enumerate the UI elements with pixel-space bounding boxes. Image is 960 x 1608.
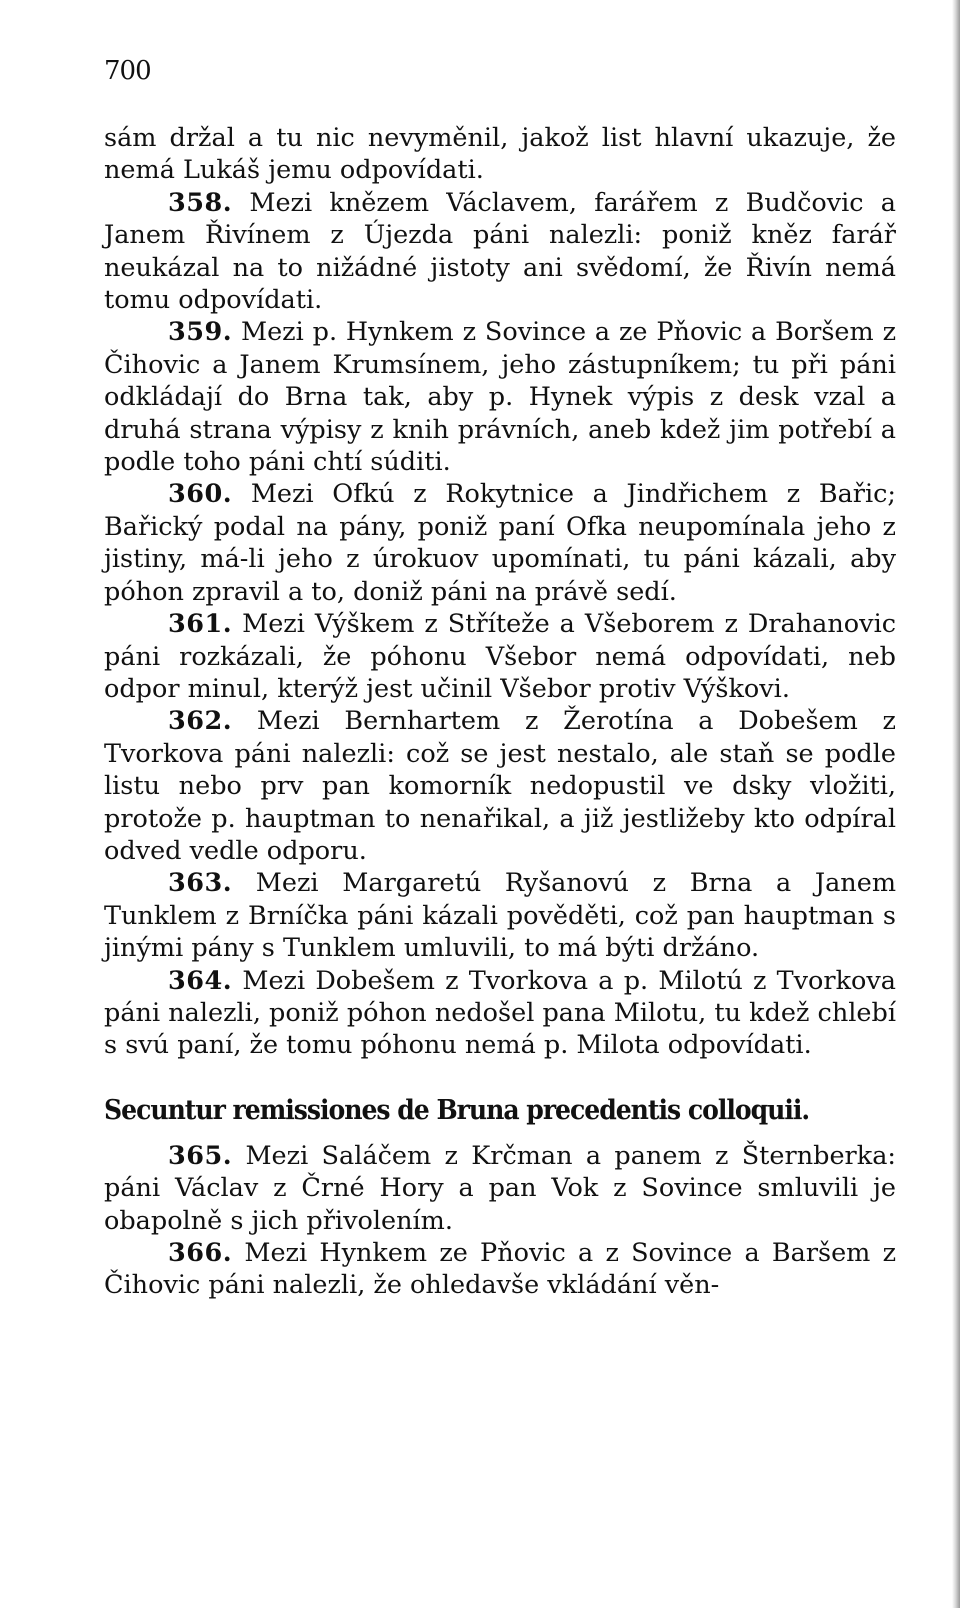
- entry-number: 363.: [168, 868, 233, 899]
- entry-number: 361.: [168, 609, 233, 640]
- entry-361: [104, 608, 896, 705]
- entry-text: Mezi Výškem z Stříteže a Všeborem z Drahanovic páni rozkázali, že póhonu Všebor nemá odpovídati, neb odpor minul, kterýž jest učinil Všebor protiv Výškovi.: [104, 609, 897, 704]
- page-number: 700: [104, 56, 151, 86]
- entry-number: 364.: [168, 965, 233, 996]
- entry-360: [104, 478, 896, 608]
- entry-text: Mezi knězem Václavem, farářem z Budčovic a Janem Řivínem z Újezda páni nalezli: poniž kněz farář neukázal na to nižádné jistoty ani svědomí, že Řivín nemá tomu odpovídati.: [104, 187, 896, 316]
- entry-363: [104, 867, 896, 964]
- entry-text: Mezi Hynkem ze Pňovic a z Sovince a Baršem z Čihovic páni nalezli, že ohledavše vkládání věn-: [104, 1238, 897, 1301]
- entry-number: 365.: [168, 1140, 233, 1171]
- entry-number: 360.: [168, 479, 233, 510]
- entry-365: [104, 1140, 896, 1237]
- entry-362: [104, 705, 896, 867]
- entry-358: [104, 187, 896, 317]
- entry-number: 359.: [168, 317, 233, 348]
- entry-364: [104, 965, 896, 1062]
- entry-359: [104, 316, 896, 478]
- entry-text: Mezi Dobešem z Tvorkova a p. Milotú z Tvorkova páni nalezli, poniž póhon nedošel pana Milotu, tu kdež chlebí s svú paní, že tomu póhonu nemá p. Milota odpovídati.: [104, 965, 897, 1061]
- opening-paragraph: sám držal a tu nic nevyměnil, jakož list hlavní ukazuje, že nemá Lukáš jemu odpovídati.: [104, 123, 896, 186]
- entry-number: 358.: [168, 187, 233, 218]
- entry-366: [104, 1237, 896, 1302]
- entry-text: Mezi Saláčem z Krčman a panem z Šternberka: páni Václav z Črné Hory a pan Vok z Sovince smluvili je obapolně s jich přivolením.: [104, 1140, 896, 1236]
- entry-text: Mezi Margaretú Ryšanovú z Brna a Janem Tunklem z Brníčka páni kázali pověděti, což pan hauptman s jinými pány s Tunklem umluvili, to má býti držáno.: [104, 868, 896, 964]
- section-heading: Secuntur remissiones de Bruna precedentis colloquii.: [104, 1094, 810, 1126]
- entry-text: Mezi Bernhartem z Žerotína a Dobešem z Tvorkova páni nalezli: což se jest nestalo, ale staň se podle listu nebo prv pan komorník nedopustil ve dsky vložiti, protože p. hauptman to nenařikal, a již jestližeby kto odpíral odved vedle odporu.: [104, 706, 896, 866]
- page-body: [104, 122, 896, 1302]
- entry-number: 362.: [168, 706, 233, 737]
- entry-text: Mezi Ofkú z Rokytnice a Jindřichem z Bařic; Bařický podal na pány, poniž paní Ofka neupomínala jeho z jistiny, má-li jeho z úrokuov upomínati, tu páni kázali, aby póhon zpravil a to, doniž páni na právě sedí.: [104, 479, 896, 607]
- entry-number: 366.: [168, 1238, 233, 1268]
- entry-text: Mezi p. Hynkem z Sovince a ze Pňovic a Boršem z Čihovic a Janem Krumsínem, jeho zástupníkem; tu při páni odkládají do Brna tak, aby p. Hynek výpis z desk vzal a druhá strana výpisy z knih právních, aneb kdež jim potřebí a podle toho páni chtí súditi.: [104, 317, 897, 478]
- page-edge: [952, 0, 960, 1608]
